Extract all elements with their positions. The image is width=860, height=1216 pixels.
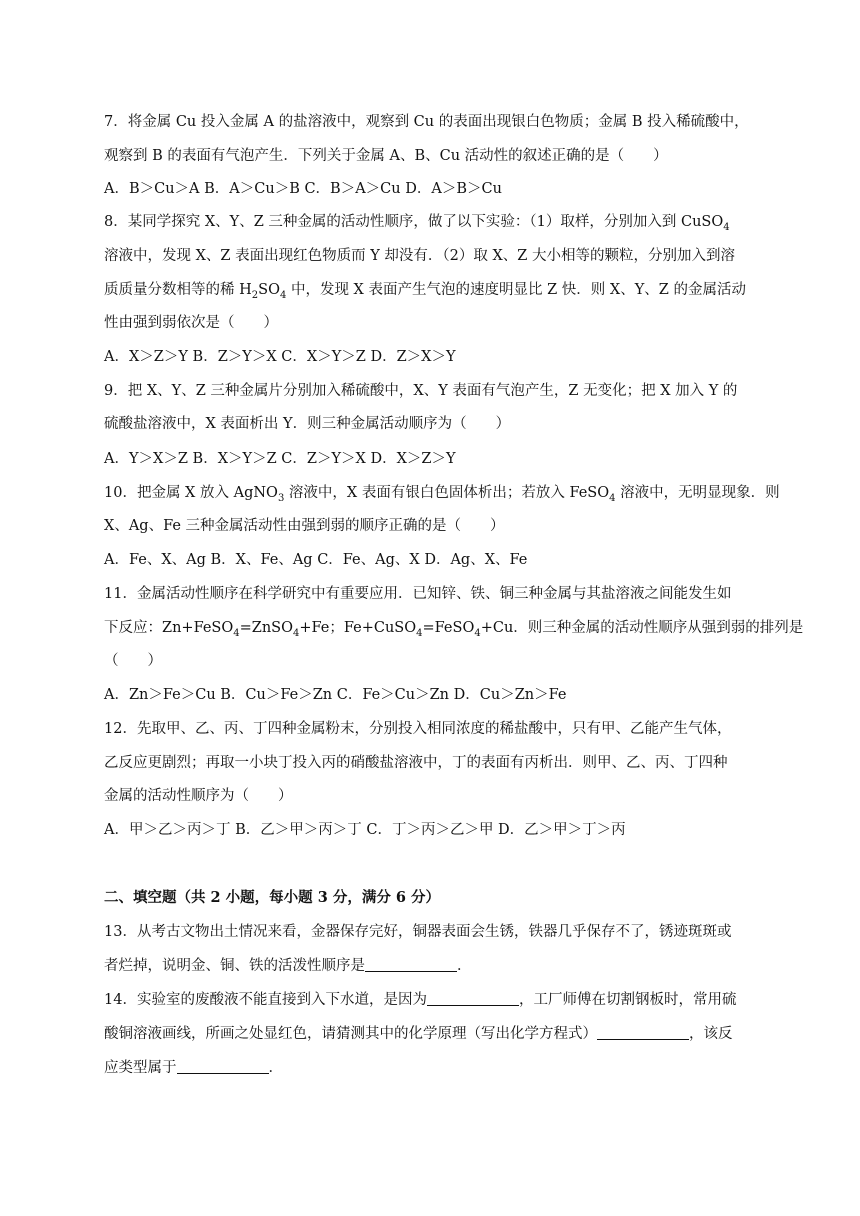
- q11-line-1: 11．金属活动性顺序在科学研究中有重要应用．已知锌、铁、铜三种金属与其盐溶液之间能发生如: [104, 586, 732, 602]
- q10-subscript: 3: [277, 492, 285, 504]
- q13-line-1: 13．从考古文物出土情况来看，金器保存完好，铜器表面会生锈，铁器几乎保存不了，锈迹斑斑或: [104, 924, 732, 940]
- q10-text: 溶液中，X 表面有银白色固体析出；若放入 FeSO: [284, 485, 610, 501]
- q13-text: 者烂掉，说明金、铜、铁的活泼性顺序是: [104, 958, 365, 974]
- q12-line-3: 金属的活动性顺序为（ ）: [104, 788, 293, 804]
- q10-text: 溶液中，无明显现象．则: [615, 485, 780, 501]
- q11-text: +Fe；Fe+CuSO: [299, 620, 417, 636]
- q8-line-3: [104, 280, 746, 300]
- q11-subscript: 4: [474, 627, 481, 639]
- q7-options: A．B＞Cu＞A B．A＞Cu＞B C．B＞A＞Cu D．A＞B＞Cu: [104, 181, 502, 197]
- q11-subscript: 4: [233, 627, 240, 639]
- q11-line-2: [104, 618, 803, 638]
- q14-text: 14．实验室的废酸液不能直接到入下水道，是因为: [104, 992, 427, 1008]
- q8-options: A．X＞Z＞Y B．Z＞Y＞X C．X＞Y＞Z D．Z＞X＞Y: [104, 349, 456, 365]
- q14-text: ．: [268, 1060, 283, 1076]
- q10-options: A．Fe、X、Ag B．X、Fe、Ag C．Fe、Ag、X D．Ag、X、Fe: [104, 552, 528, 568]
- q14-text: ，工厂师傅在切割钢板时，常用硫: [518, 992, 737, 1008]
- q14-line-2: [104, 1024, 733, 1044]
- q7-line-2: 观察到 B 的表面有气泡产生．下列关于金属 A、B、Cu 活动性的叙述正确的是（ ）: [104, 148, 668, 164]
- q8-line-1: [104, 212, 730, 232]
- q14-text: ，该反: [689, 1026, 733, 1042]
- q8-text: 质质量分数相等的稀 H: [104, 282, 252, 298]
- q14-text: 酸铜溶液画线，所画之处显红色，请猜测其中的化学原理（写出化学方程式）: [104, 1026, 597, 1042]
- q8-line-2: 溶液中，发现 X、Z 表面出现红色物质而 Y 却没有．（2）取 X、Z 大小相等的颗粒，分别加入到溶: [104, 248, 735, 264]
- answer-blank[interactable]: [427, 991, 519, 1006]
- q8-text: SO: [258, 282, 280, 298]
- q10-line-1: [104, 483, 780, 503]
- q10-line-2: X、Ag、Fe 三种金属活动性由强到弱的顺序正确的是（ ）: [104, 518, 505, 534]
- answer-blank[interactable]: [177, 1059, 269, 1074]
- q13-text: ．: [457, 958, 472, 974]
- q10-subscript: 4: [609, 492, 616, 504]
- answer-blank[interactable]: [365, 957, 457, 972]
- q7-line-1: 7．将金属 Cu 投入金属 A 的盐溶液中，观察到 Cu 的表面出现银白色物质；金属 B 投入稀硫酸中，: [104, 114, 749, 130]
- q11-text: =FeSO: [422, 620, 475, 636]
- q9-line-2: 硫酸盐溶液中，X 表面析出 Y．则三种金属活动顺序为（ ）: [104, 416, 511, 432]
- q9-options: A．Y＞X＞Z B．X＞Y＞Z C．Z＞Y＞X D．X＞Z＞Y: [104, 451, 456, 467]
- answer-blank[interactable]: [597, 1025, 689, 1040]
- q14-line-1: [104, 990, 736, 1010]
- q11-text: 下反应：Zn+FeSO: [104, 620, 234, 636]
- q12-options: A．甲＞乙＞丙＞丁 B．乙＞甲＞丙＞丁 C．丁＞丙＞乙＞甲 D．乙＞甲＞丁＞丙: [104, 822, 626, 838]
- q11-options: A．Zn＞Fe＞Cu B．Cu＞Fe＞Zn C．Fe＞Cu＞Zn D．Cu＞Zn＞Fe: [104, 687, 567, 703]
- q8-subscript: 4: [279, 289, 287, 301]
- q11-subscript: 4: [293, 627, 300, 639]
- q12-line-2: 乙反应更剧烈；再取一小块丁投入丙的硝酸盐溶液中，丁的表面有丙析出．则甲、乙、丙、丁四种: [104, 755, 728, 771]
- q11-line-3: （ ）: [104, 653, 162, 669]
- q8-text: 8．某同学探究 X、Y、Z 三种金属的活动性顺序，做了以下实验：（1）取样，分别加入到 CuSO: [104, 214, 724, 230]
- q14-text: 应类型属于: [104, 1060, 177, 1076]
- q12-line-1: 12．先取甲、乙、丙、丁四种金属粉末，分别投入相同浓度的稀盐酸中，只有甲、乙能产生气体，: [104, 721, 732, 737]
- q13-line-2: [104, 956, 472, 976]
- q11-subscript: 4: [416, 627, 423, 639]
- q11-text: =ZnSO: [239, 620, 293, 636]
- q8-subscript: 2: [251, 289, 259, 301]
- q8-line-4: 性由强到弱依次是（ ）: [104, 315, 278, 331]
- q14-line-3: [104, 1058, 283, 1078]
- q8-text: 中，发现 X 表面产生气泡的速度明显比 Z 快．则 X、Y、Z 的金属活动: [286, 282, 746, 298]
- q10-text: 10．把金属 X 放入 AgNO: [104, 485, 278, 501]
- q8-subscript: 4: [723, 221, 730, 233]
- q11-text: +Cu．则三种金属的活动性顺序从强到弱的排列是: [480, 620, 804, 636]
- q9-line-1: 9．把 X、Y、Z 三种金属片分别加入稀硫酸中，X、Y 表面有气泡产生，Z 无变化；把 X 加入 Y 的: [104, 383, 738, 399]
- section-heading: 二、填空题（共 2 小题，每小题 3 分，满分 6 分）: [104, 889, 441, 906]
